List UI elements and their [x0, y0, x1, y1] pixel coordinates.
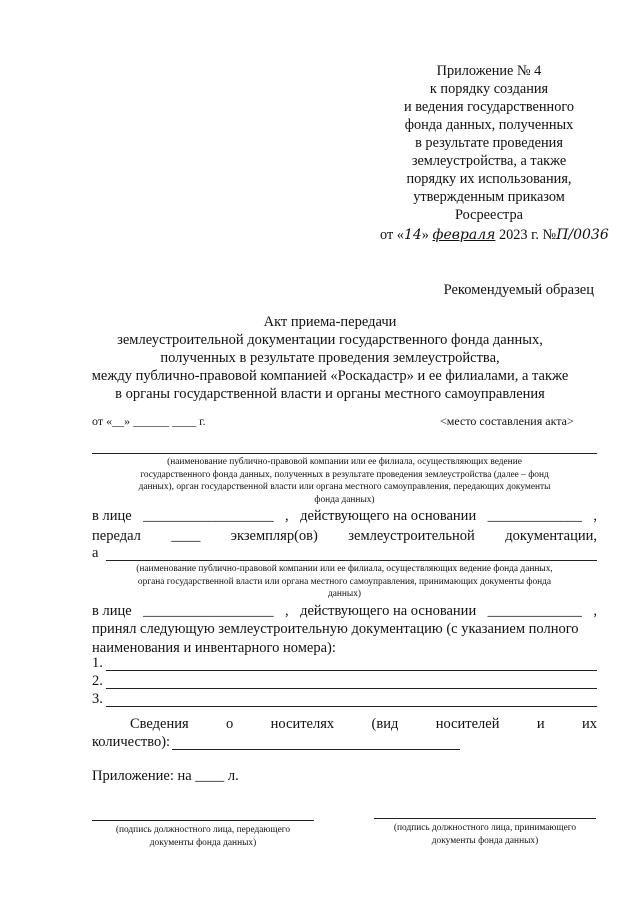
item-line: [106, 706, 597, 707]
passed-row: передал ____ экземпляр(ов) землеустроительной документации,: [92, 528, 597, 544]
header-line: в результате проведения: [415, 135, 563, 151]
act-date: от «__» ______ ____ г.: [92, 414, 206, 428]
receive-party-note: (наименование публично-правовой компании или ее филиала, осуществляющих ведение фонда данных, органа государственной власти или органа местного самоуправления, принимающих документы фонда данных): [136, 564, 553, 599]
item-number: 1.: [92, 655, 103, 671]
act-title: [70, 313, 590, 403]
appendix-header: [380, 62, 609, 244]
sign-left-line: [92, 820, 314, 821]
item-line: [106, 688, 597, 689]
sign-right-line: [374, 818, 596, 819]
receive-party-line: [106, 560, 597, 561]
person-row-1: в лице __________________ , действующего на основании _____________ ,: [92, 508, 597, 524]
transfer-party-line: [92, 453, 597, 454]
person-row-2: в лице __________________ , действующего на основании _____________ ,: [92, 603, 597, 619]
sign-right-caption: (подпись должностного лица, принимающего документы фонда данных): [393, 823, 577, 846]
item-line: [106, 670, 597, 671]
title-line: землеустроительной документации государственного фонда данных,: [117, 332, 543, 348]
header-line: Росреестра: [455, 207, 523, 223]
header-line: землеустройства, а также: [411, 153, 567, 169]
title-line: в органы государственной власти и органы местного самоуправления: [115, 386, 545, 402]
handwritten-day: 14: [403, 227, 422, 243]
order-date-line: от «14» февраля 2023 г. №П/0036: [380, 227, 609, 243]
header-line: фонда данных, полученных: [404, 117, 574, 133]
accepted-text: принял следующую землеустроительную документацию (с указанием полного наименования и инвентарного номера):: [92, 621, 579, 656]
appendix-line: Приложение: на ____ л.: [92, 768, 239, 784]
media-count-line: [172, 749, 460, 750]
recommended-sample-label: Рекомендуемый образец: [443, 282, 594, 298]
header-line: утвержденным приказом: [413, 189, 565, 205]
header-line: к порядку создания: [429, 81, 549, 97]
header-line: и ведения государственного: [403, 99, 575, 115]
header-line: порядку их использования,: [406, 171, 572, 187]
sign-left-caption: (подпись должностного лица, передающего документы фонда данных): [115, 825, 291, 848]
header-line: Приложение № 4: [436, 63, 542, 79]
title-line: полученных в результате проведения землеустройства,: [160, 350, 500, 366]
handwritten-number: П/0036: [556, 227, 609, 243]
title-line: между публично-правовой компанией «Роскадастр» и ее филиалами, а также: [91, 368, 569, 384]
media-count-label: количество):: [92, 734, 171, 750]
handwritten-month: февраля: [432, 227, 496, 243]
act-place: <место составления акта>: [440, 414, 574, 428]
item-number: 3.: [92, 691, 103, 707]
transfer-party-note: (наименование публично-правовой компании или ее филиала, осуществляющих ведение государственного фонда данных, полученных в результате проведения землеустройства (далее – фонд данных), орган государственной власти или органа местного самоуправления, передающих документы фонда данных): [138, 457, 551, 505]
receiver-prefix: а: [92, 545, 99, 561]
title-line: Акт приема-передачи: [263, 314, 397, 330]
media-row: Сведения о носителях (вид носителей и их: [130, 716, 597, 732]
item-number: 2.: [92, 673, 103, 689]
